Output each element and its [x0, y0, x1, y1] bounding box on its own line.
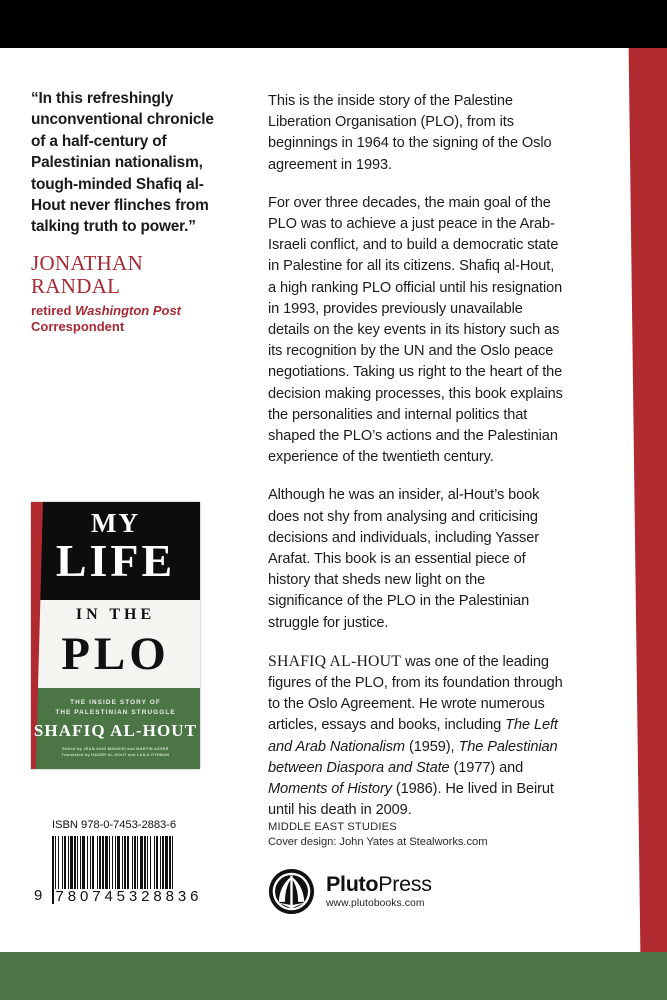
barcode-digit: 7 [92, 888, 101, 905]
cover-typography [31, 502, 200, 769]
pull-quote-text: “In this refreshingly unconventional chronicle of a half-century of Palestinian nationalism, tough-minded Shafiq al-Hout never flinches from talking truth to power.” [31, 90, 214, 236]
barcode-digit-row [54, 889, 200, 904]
cover-credits-translators: Translated by HADER AL-HOUT and LAILA OTHMAN [61, 751, 170, 757]
cover-subtitle-line-2: THE PALESTINIAN STRUGGLE [55, 708, 176, 716]
blurb-paragraph-3: Although he was an insider, al-Hout’s book does not shy from analysing and criticising decisions and individuals, including Yasser Arafat. This book is an essential piece of history that sheds new light on the significance of the PLO in the Palestinian struggle for justice. [268, 487, 540, 631]
top-black-band [0, 0, 667, 48]
barcode [34, 836, 202, 905]
barcode-digit: 8 [153, 888, 162, 905]
cover-credits [31, 746, 200, 757]
blurb-paragraph-1: This is the inside story of the Palestine Liberation Organisation (PLO), from its beginnings in 1964 to the signing of the Oslo agreement in 1993. [268, 93, 552, 173]
quote-attribution-name: JONATHAN RANDAL [31, 250, 144, 298]
blurb-paragraph-2: For over three decades, the main goal of the PLO was to achieve a just peace in the Arab-Israeli conflict, and to build a democratic state in Palestine for all its citizens. Shafiq al-Hout, a high ranking PLO official until his resignation in 1993, provides previously unavailable details on the key events in its history such as its recognition by the UN and the Oslo peace negotiations. Taking us right to the heart of the decision making processes, this book explains the personalities and internal politics that shaped the PLO’s actions and the Palestinian experience of the twentieth century. [268, 194, 563, 466]
bottom-green-band [0, 952, 667, 1000]
publisher-texts [326, 873, 432, 911]
cover-title-plo: PLO [61, 628, 170, 680]
barcode-digit: 5 [116, 888, 126, 905]
barcode-digit: 8 [165, 888, 174, 905]
publisher-website: www.plutobooks.com [326, 897, 425, 909]
barcode-digit: 3 [177, 888, 187, 905]
author-bio-paragraph [268, 651, 564, 822]
barcode-lead-digit: 9 [34, 887, 43, 904]
bio-year-3: (1986). He lived in Beirut until his death in 2009. [268, 781, 554, 819]
cover-author-name: SHAFIQ AL-HOUT [33, 721, 198, 740]
cover-design-credit: Cover design: John Yates at Stealworks.com [268, 835, 488, 848]
bio-author-name: SHAFIQ AL-HOUT [268, 652, 402, 670]
cover-title-life: LIFE [55, 535, 176, 586]
isbn-barcode-block [34, 818, 202, 905]
bio-year-2: (1977) and [449, 759, 524, 776]
bio-book-title-1: The Left and Arab Nationalism [268, 717, 558, 755]
cover-subtitle [31, 698, 200, 717]
left-column [31, 88, 227, 336]
publisher-name-bold: Pluto [326, 871, 379, 896]
barcode-digit: 7 [55, 888, 64, 905]
publisher-name [326, 873, 432, 896]
bio-book-title-3: Moments of History [268, 781, 392, 798]
quote-role-publication: Washington Post [75, 302, 182, 318]
barcode-digit: 2 [141, 888, 150, 905]
cover-title-my: MY [91, 508, 140, 538]
series-label: MIDDLE EAST STUDIES [268, 821, 397, 833]
blurb-column [268, 91, 564, 822]
barcode-digit: 0 [79, 888, 89, 905]
quote-attribution-role [31, 303, 227, 336]
bio-book-title-2: The Palestinian between Diaspora and State [268, 738, 558, 776]
isbn-number: ISBN 978-0-7453-2883-6 [52, 819, 177, 831]
bio-year-1: (1959), [404, 738, 459, 755]
barcode-digit: 6 [190, 888, 199, 905]
cover-title-in-the: IN THE [75, 606, 156, 623]
publisher-name-light: Press [378, 871, 432, 896]
cover-credits-editors: Edited by JEAN SAID MAKDISI and MARTIN ASSER [62, 746, 169, 751]
barcode-digit: 3 [128, 888, 138, 905]
front-cover-thumbnail [31, 502, 200, 769]
pluto-press-logo-icon [268, 868, 315, 915]
barcode-digit: 4 [104, 888, 113, 905]
quote-role-suffix: Correspondent [31, 319, 125, 335]
publisher-row [268, 868, 568, 915]
footer-block [268, 820, 568, 915]
cover-subtitle-line-1: THE INSIDE STORY OF [70, 699, 161, 706]
barcode-digit: 8 [67, 888, 77, 905]
bio-part-1: was one of the leading figures of the PLO, from its foundation through to the Oslo Agreement. He wrote numerous articles, essays and books, including [268, 653, 563, 734]
quote-role-prefix: retired [31, 302, 76, 318]
